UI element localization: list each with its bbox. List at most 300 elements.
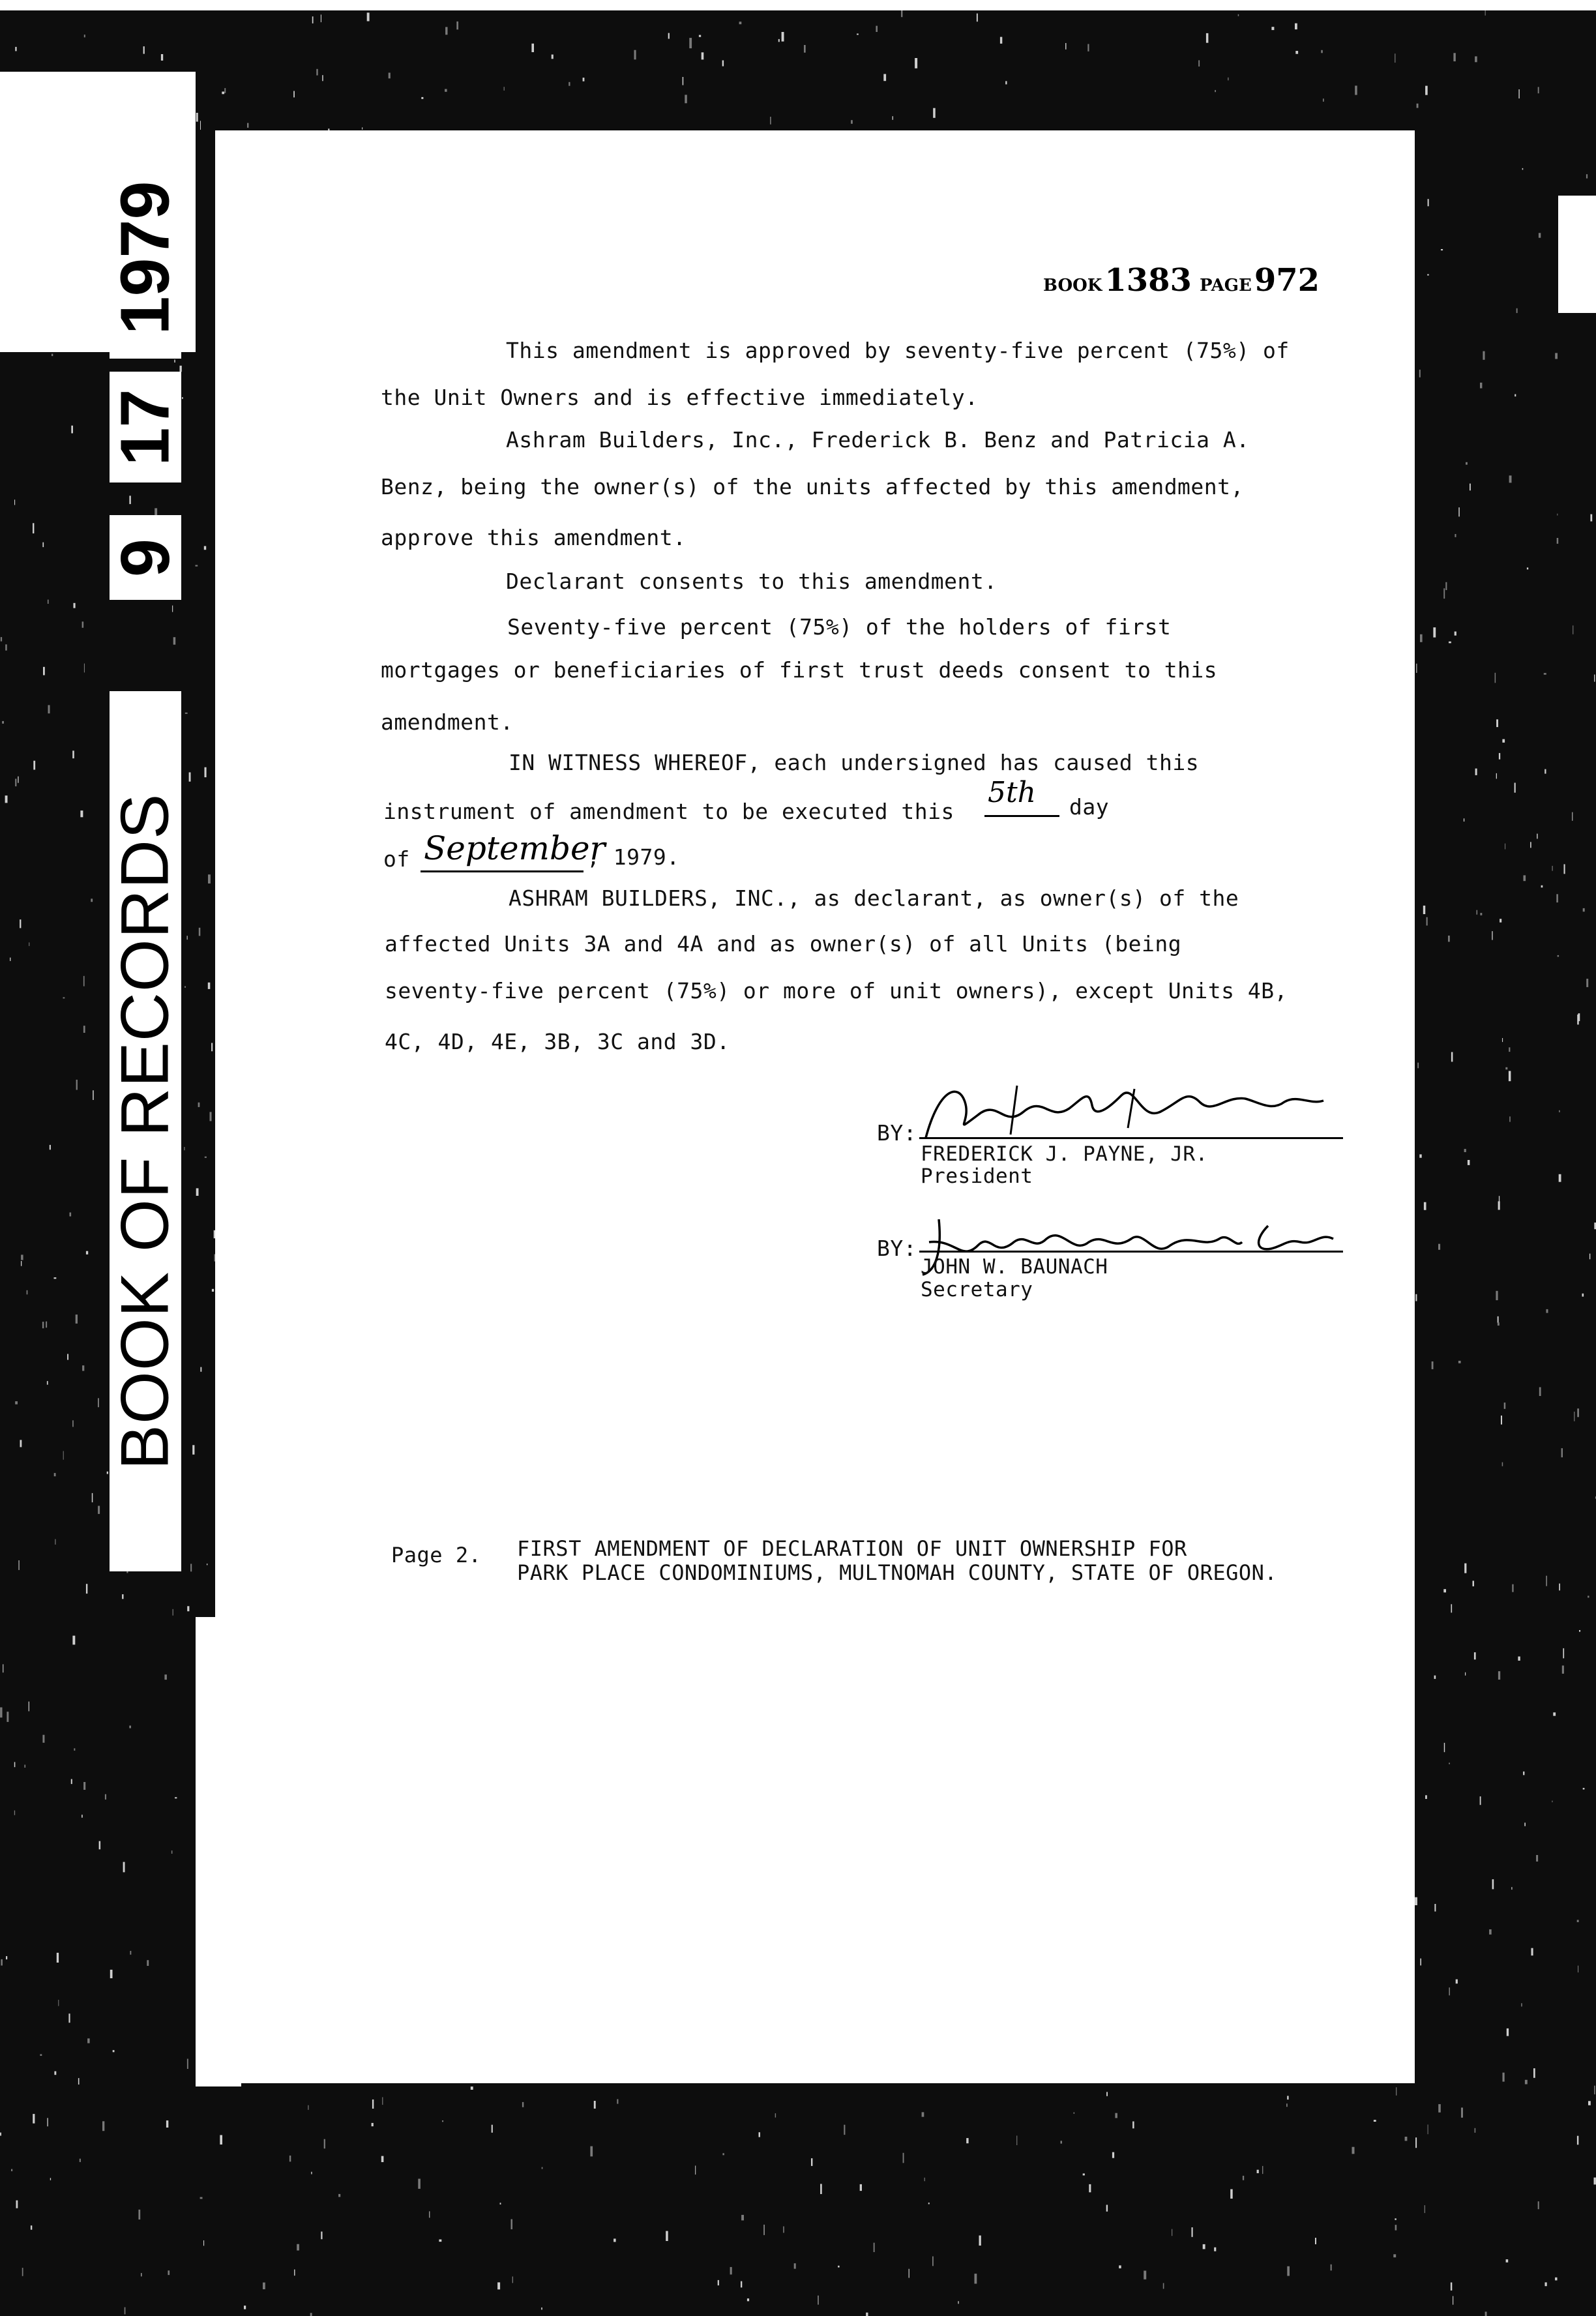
scan-speck bbox=[1545, 2282, 1547, 2286]
scan-speck bbox=[1489, 1929, 1492, 1935]
scan-speck bbox=[1106, 2092, 1108, 2096]
stamp-month-box bbox=[106, 515, 184, 600]
scan-speck bbox=[1558, 955, 1559, 957]
scan-speck bbox=[497, 2282, 500, 2289]
footer-title-line: FIRST AMENDMENT OF DECLARATION OF UNIT OWNERSHIP FOR bbox=[517, 1536, 1187, 1561]
scan-speck bbox=[1530, 842, 1531, 848]
scan-speck bbox=[71, 1779, 72, 1785]
scan-speck bbox=[685, 95, 687, 103]
scan-speck bbox=[205, 1157, 207, 1158]
scan-speck bbox=[933, 108, 936, 118]
scan-speck bbox=[102, 2121, 104, 2131]
scan-speck bbox=[1087, 44, 1089, 52]
scan-speck bbox=[14, 1811, 15, 1815]
scan-speck bbox=[1449, 1763, 1450, 1764]
scan-speck bbox=[324, 2139, 325, 2149]
scan-speck bbox=[1527, 567, 1528, 569]
scan-speck bbox=[966, 2138, 968, 2143]
scan-speck bbox=[699, 35, 701, 37]
scan-speck bbox=[33, 761, 35, 770]
footer-title-line: PARK PLACE CONDOMINIUMS, MULTNOMAH COUNTY, STATE OF OREGON. bbox=[517, 1560, 1278, 1585]
scan-speck bbox=[382, 2097, 383, 2105]
scan-speck bbox=[1443, 588, 1445, 599]
scan-speck bbox=[187, 2059, 188, 2070]
handwritten-day: 5th bbox=[988, 776, 1037, 809]
scan-speck bbox=[860, 2184, 862, 2191]
scan-speck bbox=[187, 1606, 189, 1611]
signatory-name: FREDERICK J. PAYNE, JR. bbox=[921, 1142, 1208, 1166]
scan-speck bbox=[1498, 1316, 1499, 1323]
scan-speck bbox=[196, 565, 198, 567]
scan-speck bbox=[782, 32, 784, 42]
scan-speck bbox=[851, 120, 853, 124]
scan-speck bbox=[86, 1584, 87, 1594]
scan-speck bbox=[81, 1815, 83, 1818]
scan-speck bbox=[33, 2114, 35, 2124]
signature-by-label: BY: bbox=[877, 1236, 917, 1261]
scan-speck bbox=[161, 54, 163, 61]
scan-speck bbox=[1480, 383, 1482, 389]
scan-speck bbox=[1492, 1879, 1494, 1889]
scan-speck bbox=[316, 69, 318, 76]
scan-speck bbox=[98, 1506, 100, 1514]
scan-speck bbox=[1556, 894, 1558, 902]
scan-speck bbox=[105, 1794, 106, 1800]
scan-speck bbox=[1512, 1584, 1513, 1592]
scan-speck bbox=[171, 1850, 173, 1854]
scan-speck bbox=[741, 2281, 742, 2288]
scan-speck bbox=[14, 1762, 16, 1767]
scan-speck bbox=[70, 1213, 72, 1217]
scan-speck bbox=[1449, 1987, 1450, 1995]
scan-speck bbox=[1415, 1294, 1417, 1301]
scan-speck bbox=[747, 2298, 749, 2301]
scan-speck bbox=[683, 77, 684, 85]
scan-speck bbox=[54, 1277, 57, 1279]
scan-speck bbox=[702, 52, 704, 59]
scan-speck bbox=[666, 2231, 668, 2241]
scan-speck bbox=[76, 1314, 78, 1324]
scan-speck bbox=[168, 2270, 170, 2275]
scan-speck bbox=[1480, 1796, 1481, 1805]
scan-speck bbox=[511, 2220, 513, 2230]
scan-speck bbox=[1433, 627, 1436, 637]
body-line: affected Units 3A and 4A and as owner(s) of all Units (being bbox=[385, 931, 1182, 957]
scan-speck bbox=[1594, 2086, 1595, 2094]
body-line: amendment. bbox=[381, 709, 514, 735]
scan-speck bbox=[876, 26, 878, 32]
scan-speck bbox=[210, 1112, 212, 1121]
scan-speck bbox=[20, 1440, 22, 1447]
scan-speck bbox=[1572, 812, 1573, 821]
signature-line bbox=[919, 1137, 1343, 1139]
scan-speck bbox=[1416, 664, 1417, 673]
scan-speck bbox=[7, 1712, 8, 1722]
scan-speck bbox=[522, 2102, 524, 2107]
scan-speck bbox=[1511, 1887, 1512, 1890]
scan-speck bbox=[1449, 642, 1451, 644]
scan-speck bbox=[1470, 484, 1471, 491]
scan-speck bbox=[1518, 89, 1519, 98]
scan-speck bbox=[1464, 1564, 1466, 1573]
scan-speck bbox=[1144, 2271, 1146, 2279]
scan-speck bbox=[247, 123, 248, 128]
scan-speck bbox=[367, 12, 370, 21]
scan-speck bbox=[199, 928, 201, 936]
signatory-title: Secretary bbox=[921, 1278, 1033, 1301]
scan-speck bbox=[866, 2313, 868, 2316]
scan-speck bbox=[0, 1708, 2, 1718]
book-label: BOOK bbox=[1043, 276, 1102, 295]
scan-speck bbox=[1198, 60, 1200, 67]
scan-speck bbox=[92, 1493, 93, 1502]
scan-speck bbox=[922, 2112, 924, 2116]
scan-speck bbox=[24, 1765, 25, 1768]
scan-speck bbox=[1405, 2137, 1408, 2141]
scan-speck bbox=[372, 2100, 374, 2109]
scan-speck bbox=[764, 2225, 765, 2235]
scan-speck bbox=[722, 61, 724, 67]
scan-speck bbox=[1577, 1920, 1579, 1922]
scan-speck bbox=[1552, 866, 1553, 871]
body-line: Ashram Builders, Inc., Frederick B. Benz and Patricia A. bbox=[506, 427, 1250, 453]
scan-speck bbox=[212, 1289, 214, 1292]
scan-speck bbox=[1546, 1309, 1548, 1313]
scan-speck bbox=[1524, 1822, 1526, 1826]
scan-speck bbox=[1502, 1038, 1503, 1042]
scan-speck bbox=[293, 91, 295, 98]
scan-speck bbox=[1425, 1795, 1427, 1799]
scan-speck bbox=[1583, 1788, 1585, 1789]
scan-speck bbox=[770, 117, 771, 125]
scan-speck bbox=[205, 767, 207, 777]
scan-speck bbox=[58, 2000, 59, 2006]
scan-speck bbox=[198, 1103, 200, 1107]
scan-speck bbox=[1522, 168, 1524, 170]
stamp-label: BOOK OF RECORDS bbox=[107, 793, 183, 1470]
scan-speck bbox=[78, 2078, 80, 2085]
scan-speck bbox=[1238, 14, 1239, 16]
scan-speck bbox=[1455, 632, 1456, 636]
scan-speck bbox=[47, 1381, 48, 1385]
body-line: seventy-five percent (75%) or more of unit owners), except Units 4B, bbox=[385, 978, 1288, 1003]
scan-speck bbox=[1420, 1959, 1421, 1966]
scan-speck bbox=[924, 2178, 925, 2181]
scan-speck bbox=[844, 2125, 845, 2135]
scan-speck bbox=[668, 33, 670, 39]
scan-speck bbox=[5, 644, 7, 650]
scan-speck bbox=[1509, 1047, 1510, 1052]
scan-speck bbox=[20, 919, 21, 928]
scan-speck bbox=[1533, 2068, 1535, 2078]
scan-speck bbox=[87, 2038, 90, 2043]
scan-speck bbox=[83, 1782, 85, 1790]
scan-speck bbox=[741, 2215, 744, 2221]
scan-speck bbox=[1438, 1244, 1440, 1250]
scan-speck bbox=[1538, 87, 1539, 93]
signature-by-label: BY: bbox=[877, 1120, 917, 1146]
scan-speck bbox=[82, 1365, 84, 1371]
scan-speck bbox=[1065, 43, 1066, 50]
scan-speck bbox=[54, 2071, 56, 2075]
scan-speck bbox=[1192, 2227, 1193, 2237]
scan-speck bbox=[1468, 1160, 1470, 1165]
body-line: Benz, being the owner(s) of the units affected by this amendment, bbox=[381, 474, 1244, 499]
scan-speck bbox=[1498, 1671, 1500, 1680]
scan-speck bbox=[15, 1401, 18, 1404]
scan-speck bbox=[1502, 1462, 1503, 1466]
scan-speck bbox=[1499, 753, 1500, 760]
scan-speck bbox=[569, 82, 570, 86]
scan-speck bbox=[903, 2153, 904, 2163]
scan-speck bbox=[80, 810, 83, 817]
scan-speck bbox=[208, 983, 211, 989]
scan-speck bbox=[67, 1354, 68, 1360]
book-page-reference bbox=[1043, 262, 1327, 299]
scan-speck bbox=[63, 997, 65, 998]
scan-speck bbox=[1444, 1743, 1445, 1752]
scan-speck bbox=[1515, 394, 1516, 397]
scan-speck bbox=[294, 2270, 295, 2276]
scan-speck bbox=[1594, 2178, 1596, 2185]
scan-speck bbox=[0, 2133, 1, 2136]
scan-speck bbox=[1475, 2128, 1476, 2133]
scan-speck bbox=[1428, 199, 1429, 206]
scan-speck bbox=[1586, 979, 1588, 987]
scan-speck bbox=[1427, 275, 1429, 276]
scan-speck bbox=[1262, 2166, 1263, 2174]
scan-speck bbox=[208, 874, 211, 883]
scan-speck bbox=[54, 1473, 56, 1476]
scan-speck bbox=[1523, 1772, 1524, 1775]
scan-speck bbox=[1594, 675, 1595, 682]
scan-speck bbox=[1451, 2283, 1452, 2291]
scan-speck bbox=[979, 2236, 981, 2246]
scan-speck bbox=[72, 1636, 75, 1645]
scan-right-margin-paper bbox=[1558, 196, 1596, 313]
stamp-day: 17 bbox=[106, 389, 184, 466]
scan-speck bbox=[1424, 1202, 1426, 1210]
body-line: Declarant consents to this amendment. bbox=[506, 569, 998, 594]
scan-speck bbox=[99, 1841, 101, 1850]
scan-speck bbox=[1374, 2120, 1376, 2122]
scan-speck bbox=[1000, 37, 1002, 44]
scan-speck bbox=[211, 1043, 213, 1052]
scan-speck bbox=[16, 2201, 18, 2208]
body-line: instrument of amendment to be executed this bbox=[383, 799, 954, 824]
scan-speck bbox=[1509, 1116, 1511, 1121]
scan-speck bbox=[1286, 2103, 1288, 2107]
scan-speck bbox=[1475, 56, 1477, 62]
scan-speck bbox=[222, 92, 224, 95]
scan-speck bbox=[1501, 1416, 1502, 1425]
scan-speck bbox=[1577, 1408, 1579, 1417]
scan-speck bbox=[50, 1145, 51, 1150]
scan-speck bbox=[1579, 1630, 1580, 1632]
scan-speck bbox=[1432, 1361, 1434, 1369]
scan-speck bbox=[6, 1956, 7, 1959]
scan-speck bbox=[634, 50, 636, 60]
scan-speck bbox=[1588, 1596, 1589, 1597]
scan-speck bbox=[76, 1080, 78, 1090]
scan-speck bbox=[19, 1560, 20, 1570]
scan-speck bbox=[297, 2244, 299, 2251]
scan-speck bbox=[1590, 514, 1592, 522]
scan-speck bbox=[1496, 773, 1497, 779]
body-line: Seventy-five percent (75%) of the holders of first bbox=[507, 614, 1172, 640]
scan-speck bbox=[583, 78, 585, 82]
scan-speck bbox=[204, 546, 206, 550]
scan-top-edge bbox=[0, 0, 1596, 10]
scan-speck bbox=[617, 2099, 618, 2103]
body-line: approve this amendment. bbox=[381, 525, 687, 550]
scan-speck bbox=[93, 1090, 94, 1100]
scan-speck bbox=[1506, 2259, 1509, 2263]
scan-speck bbox=[263, 2283, 265, 2289]
scan-speck bbox=[1564, 864, 1565, 874]
scan-speck bbox=[1115, 2113, 1117, 2118]
scan-speck bbox=[1287, 2266, 1290, 2276]
scan-speck bbox=[429, 2211, 430, 2218]
book-number: 1383 bbox=[1104, 262, 1192, 299]
page-label: PAGE bbox=[1199, 276, 1252, 295]
body-line: 4C, 4D, 4E, 3B, 3C and 3D. bbox=[385, 1029, 730, 1054]
scan-speck bbox=[196, 113, 198, 122]
scan-speck bbox=[1417, 104, 1419, 108]
scan-speck bbox=[838, 2266, 840, 2268]
scan-speck bbox=[500, 2203, 501, 2205]
scan-speck bbox=[1509, 475, 1512, 482]
scan-speck bbox=[1441, 249, 1443, 250]
handwritten-month: September bbox=[424, 829, 606, 867]
scan-speck bbox=[1089, 2184, 1091, 2192]
scan-speck bbox=[1586, 174, 1588, 178]
scan-speck bbox=[1498, 1201, 1500, 1210]
scan-speck bbox=[143, 46, 145, 54]
scan-speck bbox=[14, 499, 15, 505]
scan-speck bbox=[57, 1953, 59, 1963]
scan-speck bbox=[1583, 908, 1585, 912]
scan-speck bbox=[759, 2132, 761, 2137]
stamp-year-box bbox=[106, 156, 184, 359]
scan-speck bbox=[1539, 233, 1541, 237]
scan-speck bbox=[1112, 2152, 1114, 2158]
scan-speck bbox=[541, 2308, 542, 2310]
scan-speck bbox=[46, 1322, 47, 1328]
scan-speck bbox=[164, 1674, 167, 1680]
scan-speck bbox=[1578, 1013, 1580, 1021]
scan-speck bbox=[84, 35, 85, 37]
scan-speck bbox=[1352, 2147, 1355, 2154]
scan-speck bbox=[122, 1594, 123, 1599]
scan-speck bbox=[928, 2203, 930, 2204]
scan-speck bbox=[21, 1254, 23, 1260]
scan-speck bbox=[27, 1290, 28, 1295]
scan-speck bbox=[1287, 2096, 1288, 2100]
scan-speck bbox=[381, 2156, 384, 2162]
scan-speck bbox=[50, 2178, 51, 2180]
scan-speck bbox=[1485, 2311, 1487, 2316]
scan-speck bbox=[590, 2146, 593, 2157]
scan-speck bbox=[15, 47, 16, 52]
scan-speck bbox=[874, 2243, 875, 2252]
scan-speck bbox=[1420, 634, 1423, 642]
scan-speck bbox=[1455, 534, 1456, 537]
page-number: 972 bbox=[1254, 262, 1320, 299]
scan-speck bbox=[542, 2167, 543, 2169]
scan-speck bbox=[1083, 2173, 1085, 2175]
scan-speck bbox=[48, 600, 49, 604]
scan-speck bbox=[1541, 885, 1543, 887]
scan-speck bbox=[932, 2257, 934, 2266]
scan-speck bbox=[130, 1951, 131, 1955]
scan-speck bbox=[1331, 2264, 1332, 2271]
stamp-year: 1979 bbox=[106, 181, 184, 334]
scan-speck bbox=[1483, 351, 1485, 360]
scan-speck bbox=[190, 1564, 192, 1571]
scan-speck bbox=[1203, 2244, 1205, 2249]
signatory-name: JOHN W. BAUNACH bbox=[921, 1255, 1108, 1279]
scan-speck bbox=[1434, 1676, 1436, 1679]
scan-speck bbox=[445, 27, 447, 35]
scan-speck bbox=[1132, 2122, 1134, 2129]
scan-speck bbox=[52, 354, 53, 357]
scan-speck bbox=[613, 2238, 616, 2242]
scan-speck bbox=[552, 55, 554, 59]
scan-speck bbox=[1417, 1063, 1419, 1069]
scan-speck bbox=[33, 523, 34, 533]
scan-speck bbox=[80, 2159, 81, 2162]
body-line: day bbox=[1069, 794, 1110, 820]
footer-page-number: Page 2. bbox=[391, 1543, 482, 1567]
scan-speck bbox=[1582, 1294, 1584, 1297]
scan-speck bbox=[220, 2135, 222, 2145]
scan-speck bbox=[1500, 919, 1501, 923]
scan-speck bbox=[1295, 23, 1297, 29]
scan-speck bbox=[138, 2210, 140, 2220]
scan-speck bbox=[1321, 50, 1323, 53]
scan-speck bbox=[22, 2268, 23, 2276]
scan-speck bbox=[389, 73, 391, 79]
body-line: the Unit Owners and is effective immediately. bbox=[381, 385, 979, 410]
scan-speck bbox=[1271, 27, 1274, 30]
recording-stamp bbox=[98, 150, 196, 1470]
scan-speck bbox=[1243, 2176, 1244, 2180]
scan-speck bbox=[1589, 1254, 1590, 1260]
scan-speck bbox=[1524, 875, 1526, 881]
scan-speck bbox=[722, 2153, 724, 2155]
scan-speck bbox=[1466, 462, 1468, 465]
scan-speck bbox=[1521, 2003, 1522, 2006]
scan-speck bbox=[1559, 1174, 1561, 1182]
scan-speck bbox=[5, 795, 8, 803]
scan-speck bbox=[1415, 1897, 1417, 1905]
scan-speck bbox=[110, 1970, 113, 1978]
scan-speck bbox=[1503, 2073, 1505, 2082]
scan-speck bbox=[1557, 538, 1559, 544]
scan-speck bbox=[71, 426, 73, 434]
scan-speck bbox=[1515, 783, 1516, 793]
scan-speck bbox=[1516, 308, 1518, 313]
scan-speck bbox=[372, 2123, 374, 2126]
day-fill-line bbox=[984, 815, 1059, 817]
scan-speck bbox=[456, 22, 458, 29]
scan-speck bbox=[1458, 507, 1460, 516]
scan-speck bbox=[322, 75, 323, 81]
scan-speck bbox=[42, 542, 44, 547]
scan-speck bbox=[857, 34, 859, 35]
scan-speck bbox=[818, 2296, 819, 2305]
